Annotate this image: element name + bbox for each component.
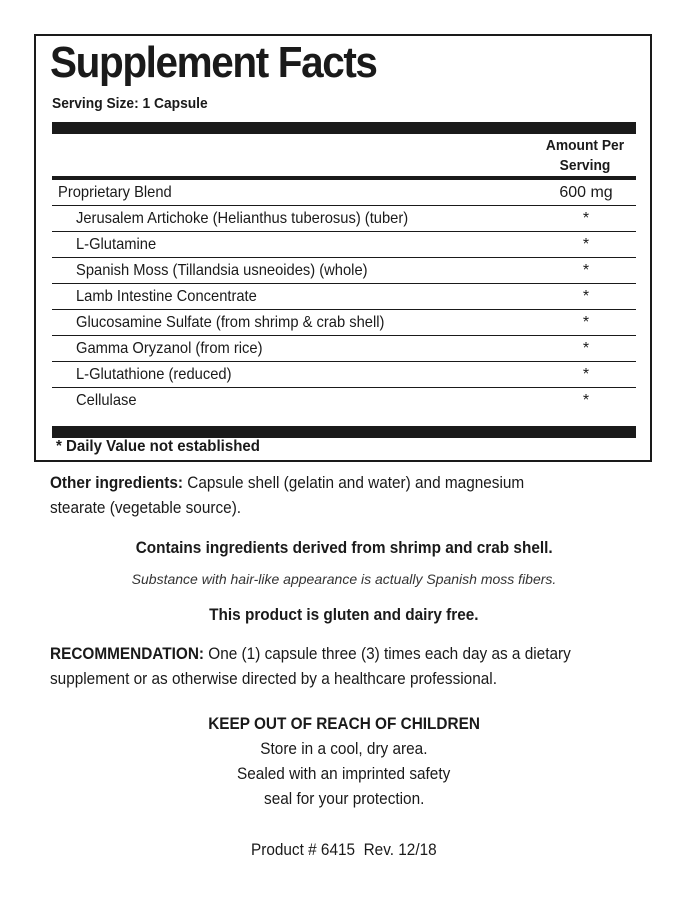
serving-size: Serving Size: 1 Capsule: [52, 95, 208, 112]
recommendation-line2: supplement or as otherwise directed by a healthcare professional.: [50, 670, 497, 688]
ingredient-name: Jerusalem Artichoke (Helianthus tuberosus) (tuber): [76, 210, 409, 227]
ingredient-name: L-Glutathione (reduced): [76, 366, 232, 383]
product-info-text: Product # 6415 Rev. 12/18: [251, 841, 437, 859]
daily-value-footnote: * Daily Value not established: [56, 438, 260, 455]
other-ingredients-label: Other ingredients:: [50, 474, 184, 492]
recommendation-label: RECOMMENDATION:: [50, 645, 205, 663]
other-ingredients-text: Capsule shell (gelatin and water) and magnesium: [183, 474, 525, 492]
ingredient-row-proprietary-blend: [52, 180, 636, 206]
warning-heading: [0, 712, 688, 737]
other-ingredients-line2: stearate (vegetable source).: [50, 499, 242, 517]
ingredient-name: Spanish Moss (Tillandsia usneoides) (whole): [76, 262, 368, 279]
ingredient-name: Proprietary Blend: [58, 184, 172, 201]
ingredient-amount: *: [582, 262, 590, 279]
storage-line-text: Store in a cool, dry area.: [260, 740, 428, 758]
ingredient-row: [52, 206, 636, 232]
ingredient-amount: 600 mg: [559, 184, 613, 201]
ingredient-row: [52, 232, 636, 258]
divider-thick-bottom: [52, 426, 636, 438]
amount-header-line1: Amount Per: [545, 137, 625, 154]
ingredient-name: Cellulase: [76, 392, 137, 409]
gluten-dairy-statement-text: This product is gluten and dairy free.: [209, 606, 479, 624]
facts-title: Supplement Facts: [50, 38, 377, 87]
ingredient-row: [52, 388, 636, 414]
divider-thick-top: [52, 122, 636, 134]
supplement-facts-panel: [34, 34, 652, 462]
recommendation: [50, 642, 608, 692]
amount-header-line2: Serving: [559, 157, 611, 174]
storage-line: [0, 737, 688, 762]
recommendation-text: One (1) capsule three (3) times each day as a dietary: [204, 645, 571, 663]
allergen-statement: [0, 536, 688, 561]
allergen-statement-text: Contains ingredients derived from shrimp and crab shell.: [135, 539, 553, 557]
recommendation-line1: [50, 642, 608, 667]
ingredient-amount: *: [582, 340, 590, 357]
ingredient-amount: *: [582, 314, 590, 331]
ingredient-row: [52, 284, 636, 310]
ingredient-row: [52, 362, 636, 388]
moss-note: Substance with hair-like appearance is actually Spanish moss fibers.: [131, 571, 557, 587]
ingredient-name: Gamma Oryzanol (from rice): [76, 340, 263, 357]
seal-line1: [0, 762, 688, 787]
warning-block: [0, 712, 688, 812]
ingredient-amount: *: [582, 366, 590, 383]
ingredient-rows: [52, 180, 636, 414]
warning-heading-text: KEEP OUT OF REACH OF CHILDREN: [208, 715, 480, 733]
gluten-dairy-statement: [0, 603, 688, 628]
product-info: [0, 838, 688, 863]
ingredient-name: Lamb Intestine Concentrate: [76, 288, 257, 305]
seal-line2-text: seal for your protection.: [263, 790, 425, 808]
ingredient-row: [52, 258, 636, 284]
ingredient-amount: *: [582, 210, 590, 227]
ingredient-amount: *: [582, 236, 590, 253]
ingredient-row: [52, 310, 636, 336]
ingredient-amount: *: [582, 288, 590, 305]
seal-line2: [0, 787, 688, 812]
ingredient-name: Glucosamine Sulfate (from shrimp & crab shell): [76, 314, 385, 331]
ingredient-row: [52, 336, 636, 362]
other-ingredients: [50, 471, 608, 521]
other-ingredients-line1: [50, 471, 608, 496]
amount-per-serving-header: [534, 136, 635, 176]
ingredient-name: L-Glutamine: [76, 236, 157, 253]
ingredient-amount: *: [582, 392, 590, 409]
seal-line1-text: Sealed with an imprinted safety: [237, 765, 451, 783]
